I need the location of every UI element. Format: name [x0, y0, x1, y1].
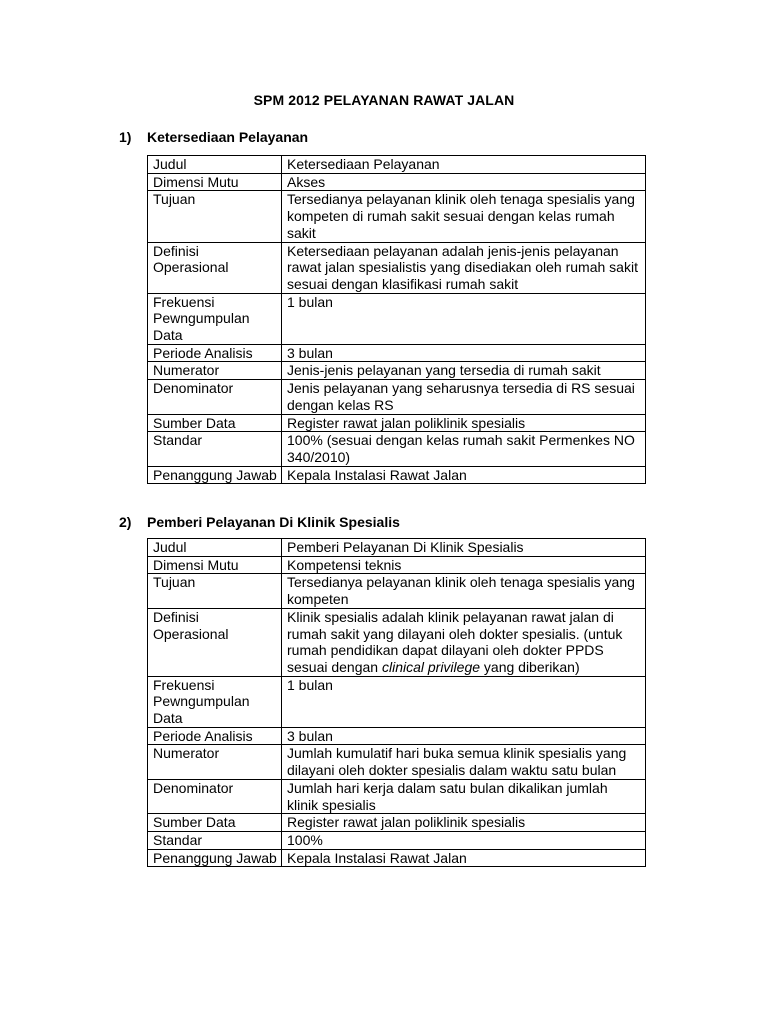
row-value: 3 bulan: [282, 344, 646, 362]
row-label: Judul: [148, 539, 282, 557]
section-2-table: [147, 538, 646, 867]
row-value: Jenis-jenis pelayanan yang tersedia di rumah sakit: [282, 362, 646, 380]
row-label: Tujuan: [148, 191, 282, 242]
row-label: Periode Analisis: [148, 727, 282, 745]
table-row: [148, 432, 646, 466]
section-1-heading: [119, 129, 308, 146]
row-value: [282, 608, 646, 676]
definition-text: Klinik spesialis adalah klinik pelayanan rawat jalan di rumah sakit yang dilayani oleh dokter spesialis. (untuk rumah pendidikan dapat dilayani oleh dokter PPDS sesuai dengan: [287, 608, 623, 675]
page-title: SPM 2012 PELAYANAN RAWAT JALAN: [253, 92, 515, 108]
row-label: Frekuensi Pewngumpulan Data: [148, 676, 282, 727]
table-row: [148, 156, 646, 174]
table-row: [148, 173, 646, 191]
row-value: Ketersediaan Pelayanan: [282, 156, 646, 174]
clinical-privilege-term: clinical privilege: [381, 658, 481, 675]
table-row: [148, 293, 646, 344]
table-row: [148, 574, 646, 608]
row-label: Standar: [148, 432, 282, 466]
row-label: Tujuan: [148, 574, 282, 608]
table-row: [148, 191, 646, 242]
row-value: 3 bulan: [282, 727, 646, 745]
row-value: Jenis pelayanan yang seharusnya tersedia di RS sesuai dengan kelas RS: [282, 380, 646, 414]
row-label: Denominator: [148, 380, 282, 414]
row-value: 1 bulan: [282, 293, 646, 344]
table-row: [148, 814, 646, 832]
row-value: Kepala Instalasi Rawat Jalan: [282, 849, 646, 867]
row-value: Ketersediaan pelayanan adalah jenis-jenis pelayanan rawat jalan spesialistis yang disediakan oleh rumah sakit sesuai dengan klasifikasi rumah sakit: [282, 242, 646, 293]
table-row: [148, 831, 646, 849]
table-row: [148, 779, 646, 813]
row-value: Jumlah kumulatif hari buka semua klinik spesialis yang dilayani oleh dokter spesialis dalam waktu satu bulan: [282, 745, 646, 779]
row-value: Pemberi Pelayanan Di Klinik Spesialis: [282, 539, 646, 557]
row-label: Definisi Operasional: [148, 608, 282, 676]
table-row: [148, 556, 646, 574]
row-value: Kepala Instalasi Rawat Jalan: [282, 466, 646, 484]
row-label: Frekuensi Pewngumpulan Data: [148, 293, 282, 344]
table-row: [148, 849, 646, 867]
row-label: Sumber Data: [148, 414, 282, 432]
section-1-table: [147, 155, 646, 484]
table-row: [148, 727, 646, 745]
table-row: [148, 676, 646, 727]
row-value: 1 bulan: [282, 676, 646, 727]
row-label: Penanggung Jawab: [148, 466, 282, 484]
table-row: [148, 362, 646, 380]
row-label: Dimensi Mutu: [148, 556, 282, 574]
table-row: [148, 745, 646, 779]
section-number: 2): [119, 514, 132, 530]
row-value: Akses: [282, 173, 646, 191]
row-label: Judul: [148, 156, 282, 174]
row-value: 100%: [282, 831, 646, 849]
row-value: Register rawat jalan poliklinik spesialis: [282, 414, 646, 432]
row-label: Dimensi Mutu: [148, 173, 282, 191]
row-value: Jumlah hari kerja dalam satu bulan dikalikan jumlah klinik spesialis: [282, 779, 646, 813]
table-row: [148, 466, 646, 484]
row-value: Tersedianya pelayanan klinik oleh tenaga spesialis yang kompeten di rumah sakit sesuai dengan kelas rumah sakit: [282, 191, 646, 242]
table-row: [148, 539, 646, 557]
row-label: Numerator: [148, 745, 282, 779]
row-label: Definisi Operasional: [148, 242, 282, 293]
row-value: Register rawat jalan poliklinik spesialis: [282, 814, 646, 832]
definition-text-end: yang diberikan): [480, 658, 580, 675]
row-value: 100% (sesuai dengan kelas rumah sakit Permenkes NO 340/2010): [282, 432, 646, 466]
table-row: [148, 242, 646, 293]
table-row: [148, 344, 646, 362]
row-label: Penanggung Jawab: [148, 849, 282, 867]
row-label: Numerator: [148, 362, 282, 380]
section-title: Pemberi Pelayanan Di Klinik Spesialis: [147, 514, 400, 530]
row-label: Sumber Data: [148, 814, 282, 832]
section-title: Ketersediaan Pelayanan: [147, 129, 309, 145]
table-row: [148, 380, 646, 414]
section-number: 1): [119, 129, 132, 145]
row-label: Periode Analisis: [148, 344, 282, 362]
row-label: Standar: [148, 831, 282, 849]
row-label: Denominator: [148, 779, 282, 813]
table-row: [148, 414, 646, 432]
row-value: Kompetensi teknis: [282, 556, 646, 574]
table-row: [148, 608, 646, 676]
section-2-heading: [119, 514, 400, 531]
row-value: Tersedianya pelayanan klinik oleh tenaga spesialis yang kompeten: [282, 574, 646, 608]
